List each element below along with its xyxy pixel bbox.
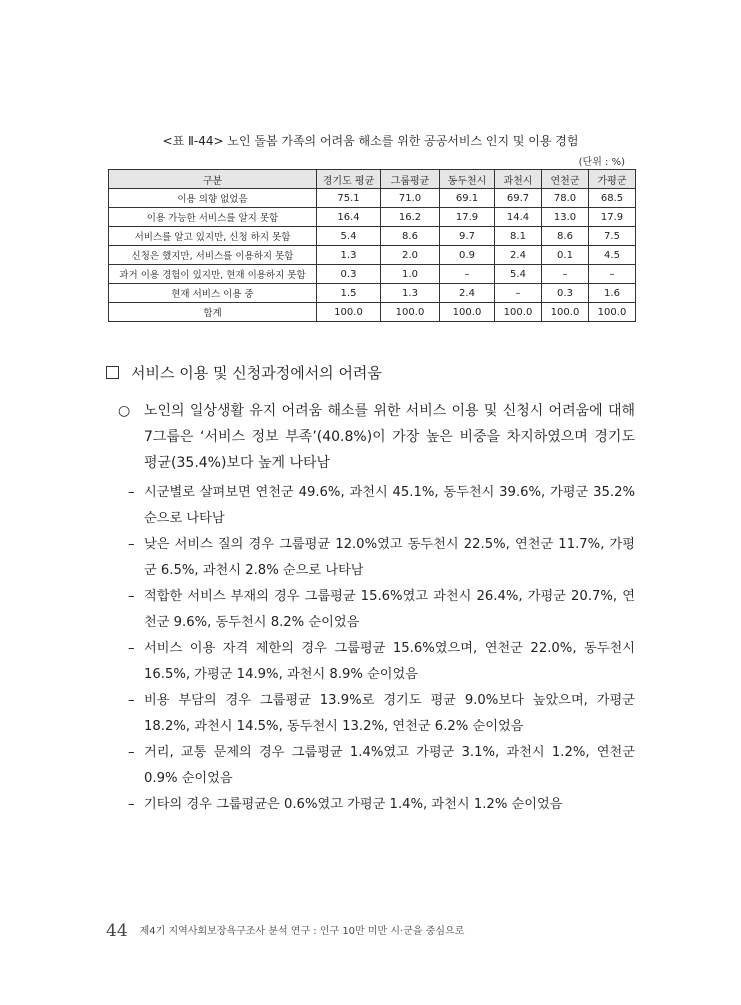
dash-bullet-icon: – bbox=[128, 485, 135, 500]
main-paragraph bbox=[118, 398, 635, 476]
table-cell: – bbox=[495, 284, 542, 303]
list-item bbox=[128, 480, 635, 532]
list-item-text: 거리, 교통 문제의 경우 그룹평균 1.4%였고 가평군 3.1%, 과천시 1.2%, 연천군 0.9% 순이었음 bbox=[144, 745, 635, 786]
page-footer bbox=[106, 921, 464, 941]
table-total-row bbox=[109, 303, 636, 322]
table-row bbox=[109, 284, 636, 303]
table-cell: 0.3 bbox=[542, 284, 589, 303]
dash-bullet-icon: – bbox=[128, 537, 135, 552]
table-cell: 1.5 bbox=[317, 284, 381, 303]
main-paragraph-text: 노인의 일상생활 유지 어려움 해소를 위한 서비스 이용 및 신청시 어려움에 대해 7그룹은 ‘서비스 정보 부족’(40.8%)이 가장 높은 비중을 차지하였으며 경기도 평균(35.4%)보다 높게 나타남 bbox=[144, 403, 635, 471]
table-cell: 100.0 bbox=[589, 303, 636, 322]
list-item bbox=[128, 532, 635, 584]
table-cell: 68.5 bbox=[589, 189, 636, 208]
table-cell: 4.5 bbox=[589, 246, 636, 265]
table-header-row bbox=[109, 170, 636, 189]
table-caption: <표 Ⅱ-44> 노인 돌봄 가족의 어려움 해소를 위한 공공서비스 인지 및 이용 경험 bbox=[162, 134, 579, 148]
page-number: 44 bbox=[106, 921, 128, 941]
table-cell: 8.6 bbox=[542, 227, 589, 246]
table-row bbox=[109, 246, 636, 265]
list-item-text: 기타의 경우 그룹평균은 0.6%였고 가평군 1.4%, 과천시 1.2% 순이었음 bbox=[144, 797, 563, 812]
column-header: 가평군 bbox=[589, 170, 636, 189]
table-cell: 0.1 bbox=[542, 246, 589, 265]
column-header: 그룹평균 bbox=[381, 170, 440, 189]
list-item-text: 낮은 서비스 질의 경우 그룹평균 12.0%였고 동두천시 22.5%, 연천군 11.7%, 가평군 6.5%, 과천시 2.8% 순으로 나타남 bbox=[144, 537, 635, 578]
dash-bullet-icon: – bbox=[128, 589, 135, 604]
table-cell: 0.3 bbox=[317, 265, 381, 284]
table-cell: 100.0 bbox=[495, 303, 542, 322]
table-cell: 17.9 bbox=[589, 208, 636, 227]
table-cell: 71.0 bbox=[381, 189, 440, 208]
table-cell: 13.0 bbox=[542, 208, 589, 227]
table-cell: 9.7 bbox=[440, 227, 495, 246]
dash-bullet-icon: – bbox=[128, 797, 135, 812]
table-cell: 5.4 bbox=[495, 265, 542, 284]
table-cell: 16.4 bbox=[317, 208, 381, 227]
table-cell: 8.6 bbox=[381, 227, 440, 246]
table-cell: 1.6 bbox=[589, 284, 636, 303]
dash-bullet-icon: – bbox=[128, 745, 135, 760]
table-cell: 75.1 bbox=[317, 189, 381, 208]
table-cell: 17.9 bbox=[440, 208, 495, 227]
table-cell: 5.4 bbox=[317, 227, 381, 246]
table-cell: 100.0 bbox=[542, 303, 589, 322]
table-cell: 1.3 bbox=[381, 284, 440, 303]
table-row bbox=[109, 265, 636, 284]
table-cell: 1.3 bbox=[317, 246, 381, 265]
dash-bullet-icon: – bbox=[128, 693, 135, 708]
table-cell: 0.9 bbox=[440, 246, 495, 265]
column-header: 경기도 평균 bbox=[317, 170, 381, 189]
running-title: 제4기 지역사회보장욕구조사 분석 연구 : 인구 10만 미만 시·군을 중심으로 bbox=[139, 926, 465, 937]
row-label: 합계 bbox=[109, 303, 317, 322]
table-cell: 2.0 bbox=[381, 246, 440, 265]
table-cell: – bbox=[440, 265, 495, 284]
table-row bbox=[109, 189, 636, 208]
list-item-text: 서비스 이용 자격 제한의 경우 그룹평균 15.6%였으며, 연천군 22.0%, 동두천시 16.5%, 가평군 14.9%, 과천시 8.9% 순이었음 bbox=[144, 641, 635, 682]
table-cell: 69.7 bbox=[495, 189, 542, 208]
row-label: 과거 이용 경험이 있지만, 현재 이용하지 못함 bbox=[109, 265, 317, 284]
table-cell: 2.4 bbox=[495, 246, 542, 265]
column-header: 과천시 bbox=[495, 170, 542, 189]
list-item bbox=[128, 740, 635, 792]
table-cell: 14.4 bbox=[495, 208, 542, 227]
row-label: 이용 가능한 서비스를 알지 못함 bbox=[109, 208, 317, 227]
column-header: 연천군 bbox=[542, 170, 589, 189]
table-cell: 8.1 bbox=[495, 227, 542, 246]
table-cell: 16.2 bbox=[381, 208, 440, 227]
table-unit: (단위 : %) bbox=[578, 157, 625, 168]
table-cell: 100.0 bbox=[440, 303, 495, 322]
table-row bbox=[109, 208, 636, 227]
section-title: 서비스 이용 및 신청과정에서의 어려움 bbox=[131, 364, 382, 382]
data-table bbox=[108, 169, 636, 322]
list-item-text: 시군별로 살펴보면 연천군 49.6%, 과천시 45.1%, 동두천시 39.6%, 가평군 35.2% 순으로 나타남 bbox=[144, 485, 635, 526]
table-cell: 69.1 bbox=[440, 189, 495, 208]
list-item bbox=[128, 584, 635, 636]
row-label: 이용 의향 없었음 bbox=[109, 189, 317, 208]
table-cell: – bbox=[542, 265, 589, 284]
table-cell: 78.0 bbox=[542, 189, 589, 208]
list-item bbox=[128, 636, 635, 688]
list-item bbox=[128, 792, 635, 818]
table-cell: 7.5 bbox=[589, 227, 636, 246]
column-header: 구분 bbox=[109, 170, 317, 189]
list-item bbox=[128, 688, 635, 740]
row-label: 서비스를 알고 있지만, 신청 하지 못함 bbox=[109, 227, 317, 246]
table-cell: 100.0 bbox=[317, 303, 381, 322]
table-cell: 1.0 bbox=[381, 265, 440, 284]
checkbox-square-icon bbox=[106, 366, 119, 379]
table-row bbox=[109, 227, 636, 246]
circle-bullet-icon: ○ bbox=[118, 403, 131, 419]
table-cell: 2.4 bbox=[440, 284, 495, 303]
table-cell: 100.0 bbox=[381, 303, 440, 322]
column-header: 동두천시 bbox=[440, 170, 495, 189]
section-heading bbox=[106, 362, 382, 383]
dash-bullet-icon: – bbox=[128, 641, 135, 656]
list-item-text: 적합한 서비스 부재의 경우 그룹평균 15.6%였고 과천시 26.4%, 가평군 20.7%, 연천군 9.6%, 동두천시 8.2% 순이었음 bbox=[144, 589, 635, 630]
list-item-text: 비용 부담의 경우 그룹평균 13.9%로 경기도 평균 9.0%보다 높았으며, 가평군 18.2%, 과천시 14.5%, 동두천시 13.2%, 연천군 6.2% 순이었음 bbox=[144, 693, 635, 734]
row-label: 신청은 했지만, 서비스를 이용하지 못함 bbox=[109, 246, 317, 265]
row-label: 현재 서비스 이용 중 bbox=[109, 284, 317, 303]
table-cell: – bbox=[589, 265, 636, 284]
